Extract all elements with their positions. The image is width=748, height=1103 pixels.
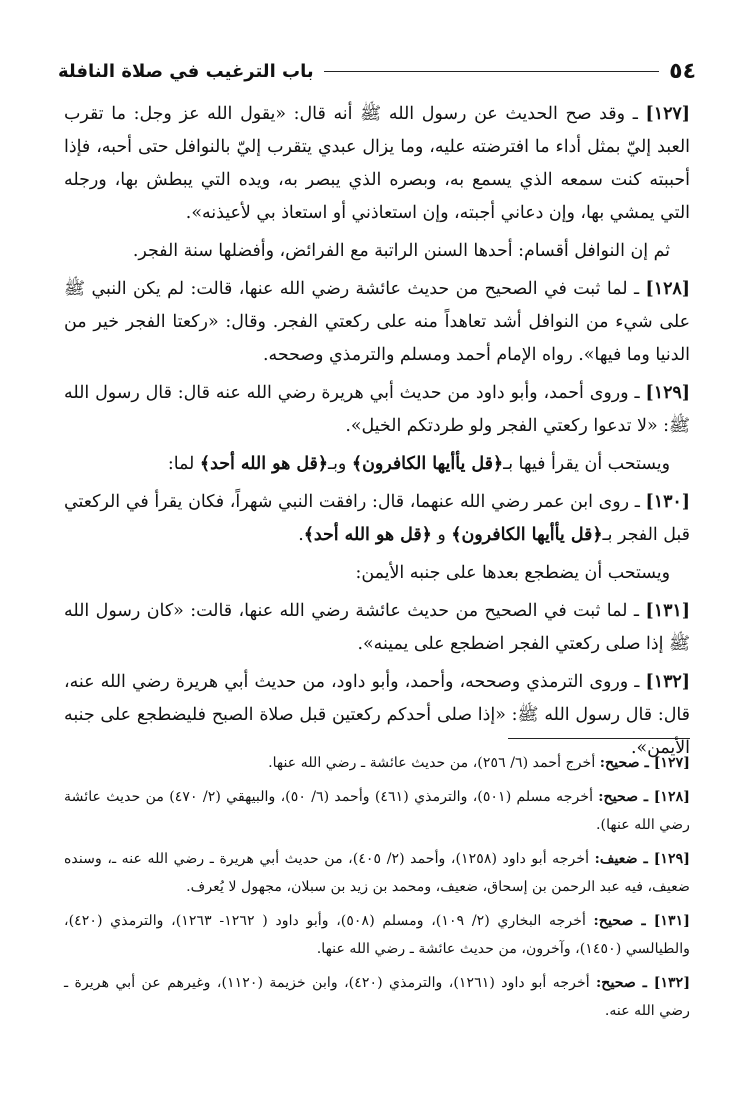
paragraph-text: ـ وروى الترمذي وصححه، وأحمد، وأبو داود، من حديث أبي هريرة رضي الله عنه، قال: قال رسول الله ﷺ: «إذا صلى أحدكم ركعتين قبل صلاة الصبح فليضطجع على جنبه الأيمن».: [64, 672, 690, 758]
footnote-grade: ـ صحيح:: [596, 975, 654, 991]
chapter-title: باب الترغيب في صلاة النافلة: [58, 60, 314, 82]
footnote-grade: ـ صحيح:: [598, 789, 654, 805]
footnote-number: [١٢٨]: [653, 789, 691, 805]
footnote-divider: [508, 738, 690, 739]
paragraph-text: ـ وقد صح الحديث عن رسول الله ﷺ أنه قال: «يقول الله عز وجل: ما تقرب العبد إليّ بمثل أداء ما افترضته عليه، وما يزال عبدي يتقرب إليّ بالنوافل حتى أحبه، فإذا أحببته كنت سمعه الذي يسمع به، وبصره الذي يبصر به، ويده التي يبطش بها، ورجله التي يمشي بها، وإن دعاني أجبته، وإن استعاذني أو استعاذ بي لأعيذنه».: [64, 104, 690, 223]
paragraph-text: وبـ: [328, 454, 352, 474]
quran-quote: ﴿قل يأأيها الكافرون﴾: [351, 454, 504, 474]
footnote-132: [64, 969, 690, 1025]
footnote-127: [64, 749, 690, 777]
footnote-text: أخرجه البخاري (٢/ ١٠٩)، ومسلم (٥٠٨)، وأبو داود ( ١٢٦٢- ١٢٦٣)، والترمذي (٤٢٠)، والطيالسي (١٤٥٠)، وآخرون، من حديث عائشة ـ رضي الله عنها.: [64, 913, 690, 957]
footnotes-section: [64, 738, 690, 1031]
quran-quote: ﴿قل يأأيها الكافرون﴾: [451, 525, 603, 545]
page-number: ٥٤: [669, 58, 696, 84]
narrative-paragraph: [64, 235, 690, 268]
footnote-number: [١٢٩]: [653, 851, 691, 867]
quran-quote: ﴿قل هو الله أحد﴾: [199, 454, 328, 474]
footnote-129: [64, 845, 690, 901]
footnote-number: [١٣٢]: [653, 975, 691, 991]
hadith-paragraph-131: [64, 595, 690, 661]
footnote-grade: ـ صحيح:: [593, 913, 654, 929]
hadith-number: [١٢٨]: [645, 279, 690, 299]
hadith-number: [١٢٧]: [645, 104, 690, 124]
paragraph-text: ـ لما ثبت في الصحيح من حديث عائشة رضي الله عنها، قالت: لم يكن النبي ﷺ على شيء من النوافل أشد تعاهداً منه على ركعتي الفجر. وقال: «ركعتا الفجر خير من الدنيا وما فيها». رواه الإمام أحمد ومسلم والترمذي وصححه.: [64, 279, 690, 365]
footnote-grade: ـ صحيح:: [599, 755, 654, 771]
main-text: [64, 98, 690, 770]
footnote-grade: ـ ضعيف:: [594, 851, 654, 867]
footnote-text: أخرجه أبو داود (١٢٦١)، والترمذي (٤٢٠)، وابن خزيمة (١١٢٠)، وغيرهم عن أبي هريرة ـ رضي الله عنه.: [64, 975, 690, 1019]
paragraph-text: .: [298, 525, 304, 545]
narrative-paragraph: [64, 557, 690, 590]
hadith-paragraph-127: [64, 98, 690, 230]
paragraph-text: ـ وروى أحمد، وأبو داود من حديث أبي هريرة رضي الله عنه قال: قال رسول الله ﷺ: «لا تدعوا ركعتي الفجر ولو طردتكم الخيل».: [64, 383, 690, 436]
header-rule: [324, 71, 660, 72]
footnote-131: [64, 907, 690, 963]
quran-quote: ﴿قل هو الله أحد﴾: [303, 525, 432, 545]
footnote-text: أخرج أحمد (٦/ ٢٥٦)، من حديث عائشة ـ رضي الله عنها.: [268, 755, 600, 771]
footnote-number: [١٣١]: [653, 913, 690, 929]
hadith-paragraph-128: [64, 273, 690, 372]
narrative-paragraph: [64, 448, 690, 481]
hadith-number: [١٣١]: [645, 601, 690, 621]
paragraph-text: و: [431, 525, 452, 545]
paragraph-text: ثم إن النوافل أقسام: أحدها السنن الراتبة مع الفرائض، وأفضلها سنة الفجر.: [132, 241, 670, 261]
paragraph-text: ويستحب أن يقرأ فيها بـ: [503, 454, 670, 474]
hadith-paragraph-130: [64, 486, 690, 552]
paragraph-text: ويستحب أن يضطجع بعدها على جنبه الأيمن:: [355, 563, 670, 583]
page-header: [58, 55, 696, 87]
paragraph-text: ـ روى ابن عمر رضي الله عنهما، قال: رافقت النبي شهراً، فكان يقرأ في الركعتي قبل الفجر بـ: [64, 492, 690, 545]
footnote-text: أخرجه مسلم (٥٠١)، والترمذي (٤٦١) وأحمد (٦/ ٥٠)، والبيهقي (٢/ ٤٧٠) من حديث عائشة رضي الله عنها).: [64, 789, 690, 833]
footnote-text: أخرجه أبو داود (١٢٥٨)، وأحمد (٢/ ٤٠٥)، من حديث أبي هريرة ـ رضي الله عنه ـ، وسنده ضعيف، فيه عبد الرحمن بن إسحاق، ضعيف، ومحمد بن زيد بن سبلان، مجهول لا يُعرف.: [64, 851, 690, 895]
paragraph-text: ـ لما ثبت في الصحيح من حديث عائشة رضي الله عنها، قالت: «كان رسول الله ﷺ إذا صلى ركعتي الفجر اضطجع على يمينه».: [64, 601, 690, 654]
hadith-number: [١٢٩]: [645, 383, 690, 403]
hadith-paragraph-129: [64, 377, 690, 443]
hadith-number: [١٣٢]: [645, 672, 690, 692]
paragraph-text: لما:: [167, 454, 200, 474]
hadith-number: [١٣٠]: [645, 492, 690, 512]
footnote-128: [64, 783, 690, 839]
footnote-number: [١٢٧]: [653, 755, 690, 771]
